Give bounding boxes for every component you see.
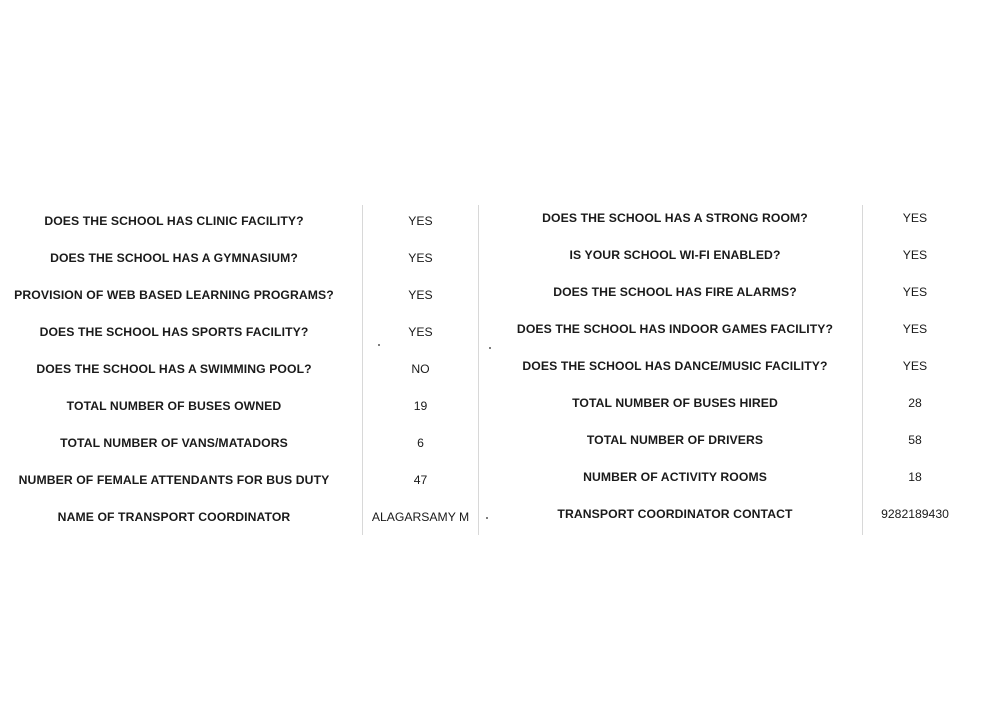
answer-value: NO [411,362,430,376]
table-row [490,385,980,422]
answer-value: YES [902,322,928,336]
question-label: DOES THE SCHOOL HAS A GYMNASIUM? [50,251,298,265]
table-row [8,388,478,425]
table-row [490,237,980,274]
question-label: NAME OF TRANSPORT COORDINATOR [57,510,291,524]
table-row [490,422,980,459]
question-label: TOTAL NUMBER OF BUSES OWNED [66,399,282,413]
question-label: DOES THE SCHOOL HAS A SWIMMING POOL? [36,362,312,376]
question-label: TOTAL NUMBER OF VANS/MATADORS [60,436,288,450]
answer-value: ALAGARSAMY M [371,510,470,524]
table-row [8,462,478,499]
question-label: NUMBER OF ACTIVITY ROOMS [583,470,767,484]
column-divider [478,205,479,535]
answer-value: YES [902,211,928,225]
answer-value: 9282189430 [881,507,949,521]
answer-value: 47 [413,473,428,487]
facilities-table-left [8,203,478,536]
answer-value: YES [408,325,433,339]
table-row [490,200,980,237]
answer-value: YES [902,285,928,299]
table-row [490,459,980,496]
question-label: TOTAL NUMBER OF DRIVERS [586,433,764,447]
table-row [8,351,478,388]
answer-value: YES [408,214,433,228]
table-row [8,425,478,462]
answer-value: 6 [417,436,424,450]
answer-value: 19 [413,399,428,413]
answer-value: YES [408,288,433,302]
facilities-table-right [490,200,980,533]
table-row [8,277,478,314]
question-label: DOES THE SCHOOL HAS CLINIC FACILITY? [44,214,304,228]
table-row [8,240,478,277]
question-label: TOTAL NUMBER OF BUSES HIRED [572,396,778,410]
question-label: NUMBER OF FEMALE ATTENDANTS FOR BUS DUTY [18,473,330,487]
question-label: PROVISION OF WEB BASED LEARNING PROGRAMS? [14,288,334,302]
table-row [8,314,478,351]
table-row [8,203,478,240]
table-row [490,311,980,348]
question-label: DOES THE SCHOOL HAS INDOOR GAMES FACILITY? [516,322,834,336]
question-label: DOES THE SCHOOL HAS SPORTS FACILITY? [39,325,309,339]
table-row [490,274,980,311]
answer-value: 18 [908,470,922,484]
question-label: DOES THE SCHOOL HAS DANCE/MUSIC FACILITY? [522,359,828,373]
answer-value: YES [902,359,928,373]
scan-speck [486,517,488,519]
table-row [8,499,478,536]
question-label: IS YOUR SCHOOL WI-FI ENABLED? [569,248,781,262]
table-row [490,496,980,533]
answer-value: 28 [908,396,922,410]
answer-value: 58 [908,433,922,447]
question-label: DOES THE SCHOOL HAS FIRE ALARMS? [553,285,797,299]
table-row [490,348,980,385]
question-label: DOES THE SCHOOL HAS A STRONG ROOM? [542,211,808,225]
question-label: TRANSPORT COORDINATOR CONTACT [557,507,793,521]
answer-value: YES [408,251,433,265]
answer-value: YES [902,248,928,262]
